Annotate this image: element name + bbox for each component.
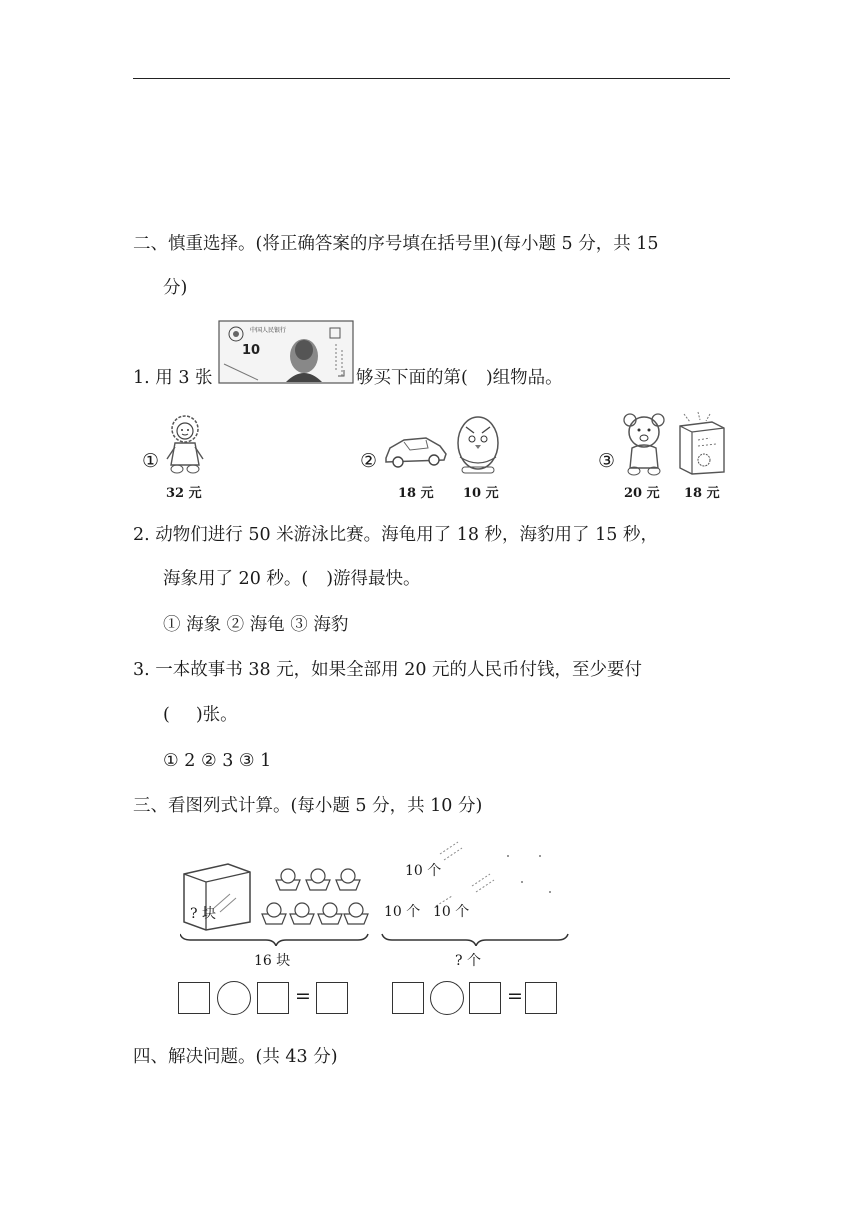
cake-figure xyxy=(180,858,370,946)
penguin-toy-icon xyxy=(452,413,504,477)
q3-line2 xyxy=(163,703,238,727)
answer-box-1b[interactable] xyxy=(257,982,289,1014)
answer-box-1a[interactable] xyxy=(178,982,210,1014)
group3-price-1: 20 元 xyxy=(624,486,660,501)
q2-line2-text: 海象用了 20 秒。( xyxy=(163,569,309,589)
section2-heading: 二、慎重选择。(将正确答案的序号填在括号里)(每小题 5 分，共 15 xyxy=(133,234,659,254)
answer-box-2c[interactable] xyxy=(525,982,557,1014)
doll-icon xyxy=(163,413,207,477)
answer-box-2b[interactable] xyxy=(469,982,501,1014)
box-label: ? 块 xyxy=(190,906,216,922)
q3-options: ① 2 ② 3 ③ 1 xyxy=(163,751,272,771)
q3-line2-end: )张。 xyxy=(195,705,238,725)
teddy-bear-icon xyxy=(620,410,668,476)
operator-circle-2[interactable] xyxy=(430,981,464,1015)
section4-heading: 四、解决问题。(共 43 分) xyxy=(133,1047,338,1067)
bag-total-label: ? 个 xyxy=(455,953,481,969)
header-rule xyxy=(133,78,730,79)
answer-box-2a[interactable] xyxy=(392,982,424,1014)
equals-sign-1: = xyxy=(295,985,311,1007)
group1-marker: ① xyxy=(142,450,160,472)
banknote-image xyxy=(218,320,354,384)
toy-box-icon xyxy=(676,410,728,476)
operator-circle-1[interactable] xyxy=(217,981,251,1015)
group3-marker: ③ xyxy=(598,450,616,472)
banknote-issuer: 中国人民银行 xyxy=(250,327,287,334)
group2-price-1: 18 元 xyxy=(398,486,434,501)
q1-suffix xyxy=(356,366,563,390)
q2-line1: 2. 动物们进行 50 米游泳比赛。海龟用了 18 秒，海豹用了 15 秒， xyxy=(133,525,658,545)
q3-line2-text: ( xyxy=(163,705,170,725)
group3-price-2: 18 元 xyxy=(684,486,720,501)
q1-prefix: 1. 用 3 张 xyxy=(133,368,213,388)
section3-heading: 三、看图列式计算。(每小题 5 分，共 10 分) xyxy=(133,796,483,816)
q2-options: ① 海象 ② 海龟 ③ 海豹 xyxy=(163,615,349,635)
group1-price-1: 32 元 xyxy=(166,486,202,501)
q3-line1: 3. 一本故事书 38 元，如果全部用 20 元的人民币付钱，至少要付 xyxy=(133,660,643,680)
bag-label-1: 10 个 xyxy=(405,863,442,879)
banknote-value: 10 xyxy=(242,343,261,358)
bag-label-3: 10 个 xyxy=(433,904,470,920)
bag-figure xyxy=(380,840,570,946)
group2-marker: ② xyxy=(360,450,378,472)
q1-suffix-end: )组物品。 xyxy=(485,368,563,388)
section2-heading-cont: 分) xyxy=(163,278,188,298)
bag-label-2: 10 个 xyxy=(384,904,421,920)
q2-line2-end: )游得最快。 xyxy=(326,569,421,589)
toy-car-icon xyxy=(382,430,450,470)
answer-box-1c[interactable] xyxy=(316,982,348,1014)
q2-line2 xyxy=(163,567,421,591)
equals-sign-2: = xyxy=(507,985,523,1007)
group2-price-2: 10 元 xyxy=(463,486,499,501)
cake-total-label: 16 块 xyxy=(254,953,291,969)
q1-suffix-text: 够买下面的第( xyxy=(356,368,468,388)
